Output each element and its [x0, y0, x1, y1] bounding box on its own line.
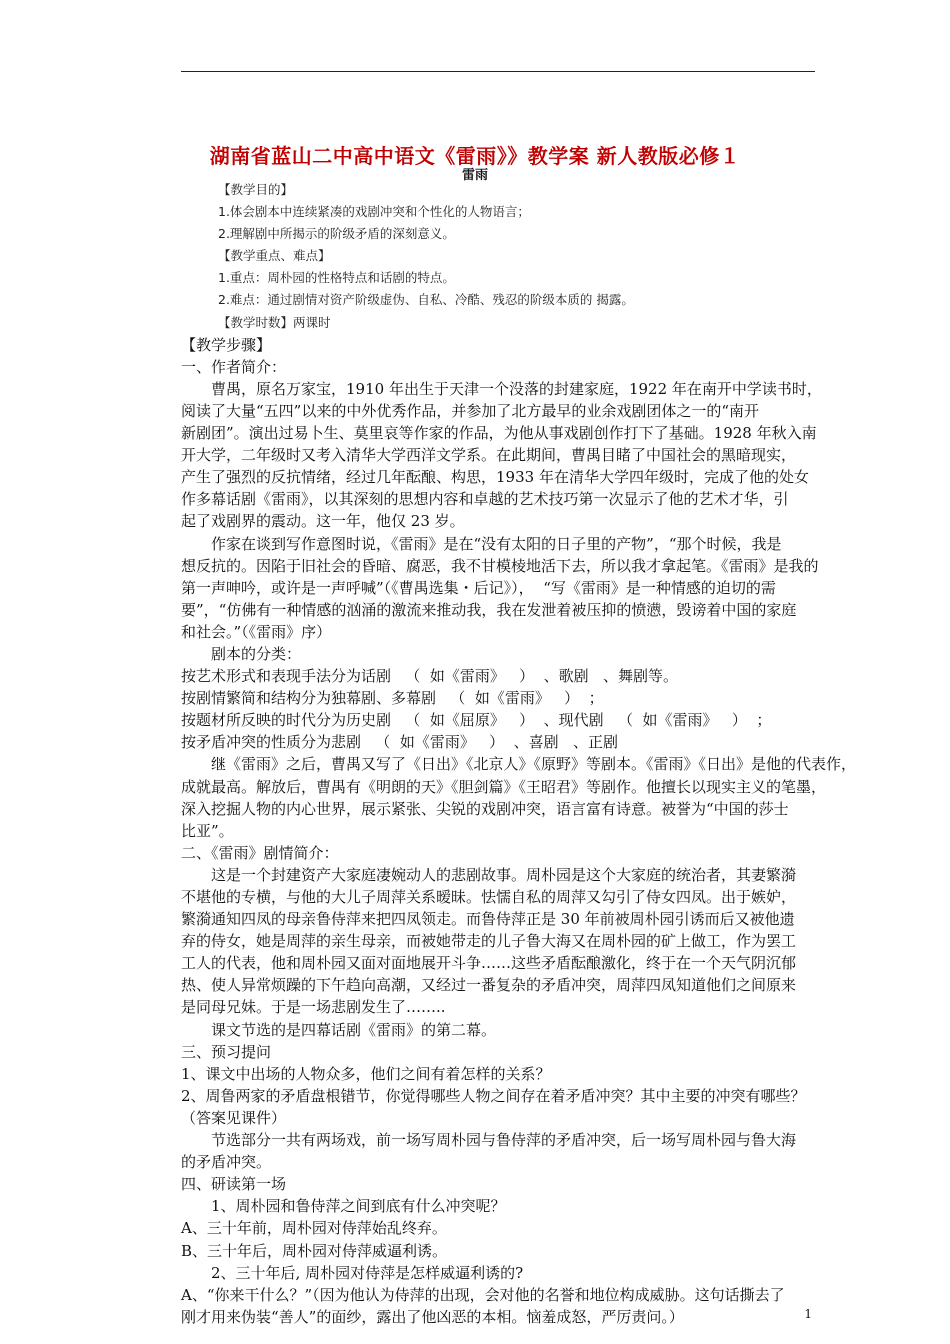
text-line: A、三十年前，周朴园对侍萍始乱终弃。 [181, 1219, 447, 1238]
text-line: 1、课文中出场的人物众多，他们之间有着怎样的关系？ [181, 1064, 551, 1083]
text-line: 课文节选的是四幕话剧《雷雨》的第二幕。 [211, 1020, 497, 1039]
text-line: 第一声呻吟，或许是一声呼喊”（《曹禺选集・后记》）， “写《雷雨》是一种情感的迫切的需 [181, 578, 776, 597]
text-line: 这是一个封建资产大家庭凄婉动人的悲剧故事。周朴园是这个大家庭的统治者，其妻繁漪 [211, 865, 797, 884]
text-line: 三、预习提问 [181, 1042, 272, 1061]
text-line: 2、周鲁两家的矛盾盘根错节，你觉得哪些人物之间存在着矛盾冲突？其中主要的冲突有哪些？ [181, 1086, 806, 1105]
text-line: 刚才用来伪装“善人”的面纱，露出了他凶恶的本相。恼羞成怒，严厉责问。） [181, 1307, 684, 1326]
document-body [181, 179, 881, 1328]
text-line: 2.难点：通过剧情对资产阶级虚伪、自私、冷酷、残忍的阶级本质的 揭露。 [218, 292, 634, 308]
text-line: 要”，“仿佛有一种情感的汹涌的激流来推动我，我在发泄着被压抑的愤懑，毁谤着中国的家庭 [181, 600, 797, 619]
text-line: 起了戏剧界的震动。这一年，他仅 23 岁。 [181, 512, 465, 531]
text-line: 按矛盾冲突的性质分为悲剧 （ 如《雷雨》 ） 、喜剧 、正剧 [181, 733, 618, 752]
text-line: 2.理解剧中所揭示的阶级矛盾的深刻意义。 [218, 226, 455, 242]
text-line: 是同母兄妹。于是一场悲剧发生了…….. [181, 998, 446, 1017]
text-line: 作多幕话剧《雷雨》，以其深刻的思想内容和卓越的艺术技巧第一次显示了他的艺术才华，引 [181, 490, 789, 509]
text-line: 想反抗的。因陷于旧社会的昏暗、腐恶，我不甘模棱地活下去，所以我才拿起笔。《雷雨》是我的 [181, 556, 819, 575]
document-subtitle: 雷雨 [461, 168, 488, 183]
text-line: 深入挖掘人物的内心世界，展示紧张、尖锐的戏剧冲突，语言富有诗意。被誉为“中国的莎士 [181, 799, 789, 818]
text-line: 1.重点：周朴园的性格特点和话剧的特点。 [218, 270, 455, 286]
page-number: 1 [804, 1307, 812, 1321]
text-line: 1、周朴园和鲁侍萍之间到底有什么冲突呢？ [211, 1197, 506, 1216]
text-line: 按艺术形式和表现手法分为话剧 （ 如《雷雨》 ） 、歌剧 、舞剧等。 [181, 667, 678, 686]
header-rule [181, 71, 815, 72]
text-line: 弃的侍女，她是周萍的亲生母亲，而被她带走的儿子鲁大海又在周朴园的矿上做工，作为罢工 [181, 932, 797, 951]
text-line: A、“你来干什么？”（因为他认为侍萍的出现，会对他的名誉和地位构成威胁。这句话撕去了 [181, 1285, 785, 1304]
text-line: 四、研读第一场 [181, 1175, 287, 1194]
text-line: 【教学目的】 [218, 182, 294, 197]
text-line: 2、三十年后, 周朴园对侍萍是怎样威逼利诱的? [211, 1263, 524, 1282]
text-line: 1.体会剧本中连续紧凑的戏剧冲突和个性化的人物语言； [218, 204, 530, 220]
text-line: 剧本的分类： [211, 644, 302, 663]
text-line: B、三十年后，周朴园对侍萍威逼利诱。 [181, 1241, 448, 1260]
text-line: 作家在谈到写作意图时说，《雷雨》是在“没有太阳的日子里的产物”，“那个时候，我是 [211, 534, 782, 553]
text-line: 开大学，二年级时又考入清华大学西洋文学系。在此期间，曹禺目睹了中国社会的黑暗现实， [181, 446, 797, 465]
text-line: 工人的代表，他和周朴园又面对面地展开斗争……这些矛盾酝酿激化，终于在一个天气阴沉郁 [181, 954, 797, 973]
text-line: 阅读了大量“五四”以来的中外优秀作品，并参加了北方最早的业余戏剧团体之一的“南开 [181, 401, 760, 420]
document-title: 湖南省蓝山二中高中语文《雷雨》》教学案 新人教版必修１ [209, 144, 741, 168]
text-line: 新剧团”。演出过易卜生、莫里哀等作家的作品，为他从事戏剧创作打下了基础。1928 年秋入南 [181, 424, 817, 443]
text-line: 成就最高。解放后，曹禺有《明朗的天》《胆剑篇》《王昭君》等剧作。他擅长以现实主义的笔墨， [181, 777, 827, 796]
text-line: 【教学步骤】 [181, 335, 272, 354]
text-line: 继《雷雨》之后，曹禺又写了《日出》《北京人》《原野》等剧本。《雷雨》《日出》是他的代表作， [211, 755, 857, 774]
text-line: 的矛盾冲突。 [181, 1153, 272, 1172]
text-line: 【教学时数】两课时 [218, 314, 331, 330]
text-line: 比亚”。 [181, 821, 234, 840]
text-line: 曹禺，原名万家宝，1910 年出生于天津一个没落的封建家庭，1922 年在南开中学读书时， [211, 379, 822, 398]
text-line: 按题材所反映的时代分为历史剧 （ 如《屈原》 ） 、现代剧 （ 如《雷雨》 ） ； [181, 711, 772, 730]
text-line: 【教学重点、难点】 [218, 248, 331, 264]
text-line: 和社会。”（《雷雨》序） [181, 622, 332, 641]
text-line: 一、作者简介： [181, 357, 287, 376]
text-line: 热、使人异常烦躁的下午趋向高潮，又经过一番复杂的矛盾冲突，周萍四凤知道他们之间原来 [181, 976, 797, 995]
text-line: 二、《雷雨》剧情简介： [181, 843, 339, 862]
text-line: 繁漪通知四凤的母亲鲁侍萍来把四凤领走。而鲁侍萍正是 30 年前被周朴园引诱而后又被他遗 [181, 910, 795, 929]
text-line: 按剧情繁简和结构分为独幕剧、多幕剧 （ 如《雷雨》 ） ； [181, 689, 604, 708]
text-line: 产生了强烈的反抗情绪，经过几年酝酿、构思，1933 年在清华大学四年级时，完成了他的处女 [181, 468, 809, 487]
text-line: （答案见课件） [181, 1108, 287, 1127]
text-line: 节选部分一共有两场戏，前一场写周朴园与鲁侍萍的矛盾冲突，后一场写周朴园与鲁大海 [211, 1131, 797, 1150]
text-line: 不堪他的专横，与他的大儿子周萍关系暧昧。怯懦自私的周萍又勾引了侍女四凤。出于嫉妒， [181, 888, 797, 906]
